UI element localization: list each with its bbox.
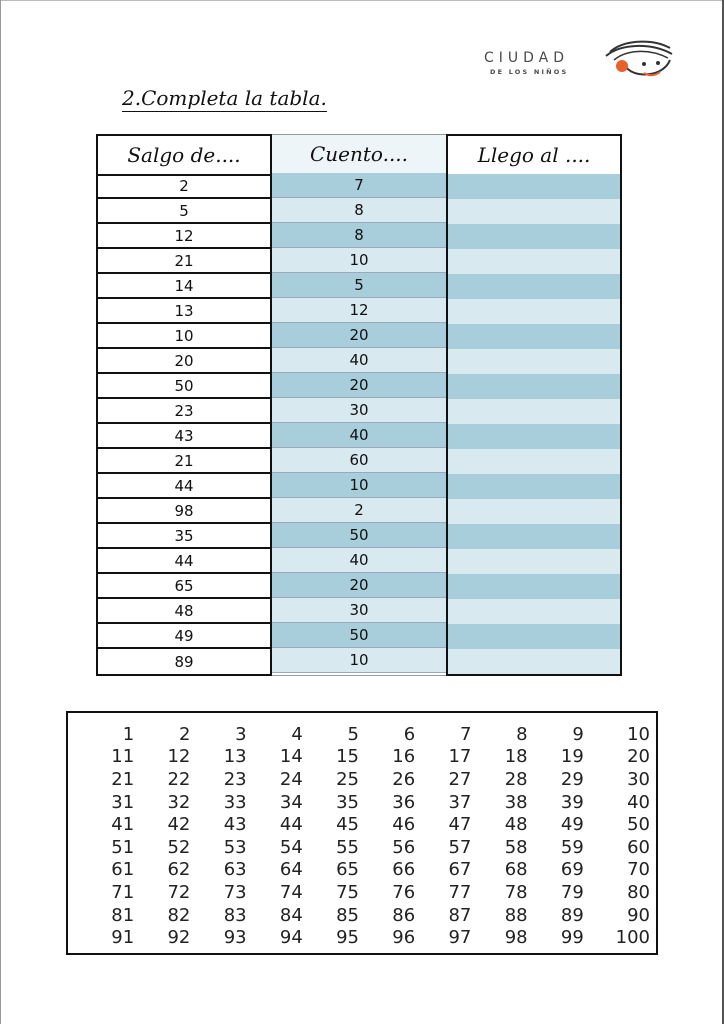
chart-number: 48 xyxy=(504,814,528,836)
cuento-cell: 7 xyxy=(272,173,446,198)
column-cuento xyxy=(272,134,446,676)
logo-subtitle: DE LOS NIÑOS xyxy=(490,68,569,76)
llego-al-answer-cell[interactable] xyxy=(448,649,620,674)
chart-number: 67 xyxy=(448,859,472,881)
llego-al-answer-cell[interactable] xyxy=(448,374,620,399)
cuento-cell: 60 xyxy=(272,448,446,473)
chart-number: 87 xyxy=(448,904,472,926)
chart-number: 26 xyxy=(392,768,416,790)
chart-number: 35 xyxy=(336,791,359,813)
chart-number: 53 xyxy=(223,836,247,858)
chart-number: 90 xyxy=(627,904,650,926)
llego-al-answer-cell[interactable] xyxy=(448,324,620,349)
salgo-de-cell: 35 xyxy=(98,524,270,549)
salgo-de-cell: 23 xyxy=(98,399,270,424)
chart-number: 36 xyxy=(392,791,416,813)
chart-number: 98 xyxy=(504,927,528,949)
chart-number: 82 xyxy=(167,904,191,926)
exercise-table xyxy=(96,134,622,676)
chart-number: 43 xyxy=(223,814,247,836)
chart-number: 58 xyxy=(504,836,528,858)
chart-number: 11 xyxy=(111,746,135,768)
chart-number: 38 xyxy=(504,791,528,813)
salgo-de-cell: 65 xyxy=(98,574,270,599)
chart-number: 8 xyxy=(516,723,528,745)
salgo-de-cell: 44 xyxy=(98,549,270,574)
salgo-de-cell: 2 xyxy=(98,174,270,199)
header-llego-al: Llego al .... xyxy=(448,136,620,176)
header-cuento: Cuento.... xyxy=(272,135,446,174)
chart-number: 52 xyxy=(167,836,191,858)
chart-number: 75 xyxy=(336,881,359,903)
chart-number: 29 xyxy=(560,768,584,790)
header-salgo-de: Salgo de.... xyxy=(98,136,270,176)
chart-number: 1 xyxy=(122,723,135,745)
cuento-cell: 40 xyxy=(272,348,446,373)
llego-al-answer-cell[interactable] xyxy=(448,249,620,274)
llego-al-answer-cell[interactable] xyxy=(448,574,620,599)
chart-number: 6 xyxy=(403,723,416,745)
chart-number: 89 xyxy=(560,904,584,926)
ciudad-de-los-ninos-logo xyxy=(484,38,676,84)
salgo-de-cell: 44 xyxy=(98,474,270,499)
chart-number: 69 xyxy=(560,859,584,881)
chart-number: 50 xyxy=(627,814,650,836)
chart-number: 61 xyxy=(111,859,135,881)
chart-number: 70 xyxy=(627,859,650,881)
chart-number: 54 xyxy=(279,836,303,858)
chart-number: 10 xyxy=(627,723,650,745)
chart-number: 95 xyxy=(336,927,359,949)
cuento-cell: 30 xyxy=(272,598,446,623)
chart-number: 14 xyxy=(279,746,303,768)
cuento-cell: 40 xyxy=(272,548,446,573)
cuento-cell: 5 xyxy=(272,273,446,298)
child-face-icon xyxy=(604,38,676,84)
cuento-cell: 12 xyxy=(272,298,446,323)
llego-al-answer-cell[interactable] xyxy=(448,274,620,299)
chart-number: 32 xyxy=(167,791,191,813)
chart-number: 78 xyxy=(504,881,528,903)
chart-number: 21 xyxy=(111,768,135,790)
chart-number: 40 xyxy=(627,791,650,813)
chart-number: 4 xyxy=(291,723,303,745)
salgo-de-cell: 21 xyxy=(98,449,270,474)
chart-number: 42 xyxy=(167,814,191,836)
chart-number: 41 xyxy=(111,814,135,836)
chart-number: 19 xyxy=(560,746,584,768)
chart-number: 23 xyxy=(223,768,247,790)
chart-number: 17 xyxy=(448,746,472,768)
chart-number: 49 xyxy=(560,814,584,836)
llego-al-answer-cell[interactable] xyxy=(448,399,620,424)
llego-al-answer-cell[interactable] xyxy=(448,524,620,549)
cuento-cell: 50 xyxy=(272,623,446,648)
chart-number: 80 xyxy=(627,881,650,903)
chart-number: 99 xyxy=(560,927,584,949)
chart-number: 64 xyxy=(279,859,303,881)
chart-number: 22 xyxy=(167,768,191,790)
exercise-heading: 2.Completa la tabla. xyxy=(122,86,327,110)
chart-number: 85 xyxy=(336,904,359,926)
cuento-cell: 20 xyxy=(272,323,446,348)
chart-number: 66 xyxy=(392,859,416,881)
salgo-de-cell: 50 xyxy=(98,374,270,399)
chart-number: 55 xyxy=(336,836,359,858)
chart-number: 91 xyxy=(111,927,135,949)
salgo-de-cell: 5 xyxy=(98,199,270,224)
cuento-cell: 10 xyxy=(272,248,446,273)
chart-number: 68 xyxy=(504,859,528,881)
chart-number: 20 xyxy=(627,746,650,768)
cuento-cell: 50 xyxy=(272,523,446,548)
chart-number: 65 xyxy=(336,859,359,881)
hundred-chart xyxy=(66,711,658,955)
chart-number: 46 xyxy=(392,814,416,836)
column-salgo-de xyxy=(96,134,272,676)
cuento-cell: 10 xyxy=(272,473,446,498)
chart-number: 79 xyxy=(560,881,584,903)
page-edge-top xyxy=(0,0,724,1)
chart-number: 31 xyxy=(111,791,135,813)
chart-number: 71 xyxy=(111,881,135,903)
salgo-de-cell: 20 xyxy=(98,349,270,374)
chart-number: 37 xyxy=(448,791,472,813)
chart-number: 30 xyxy=(627,768,650,790)
llego-al-cells xyxy=(448,174,620,674)
logo-word: CIUDAD xyxy=(484,50,570,66)
chart-number: 7 xyxy=(459,723,472,745)
salgo-de-cell: 13 xyxy=(98,299,270,324)
chart-number: 18 xyxy=(504,746,528,768)
chart-number: 3 xyxy=(235,723,247,745)
chart-number: 92 xyxy=(167,927,191,949)
chart-number: 96 xyxy=(392,927,416,949)
chart-number: 97 xyxy=(448,927,472,949)
chart-number: 28 xyxy=(504,768,528,790)
cuento-cell: 30 xyxy=(272,398,446,423)
salgo-de-cells xyxy=(98,174,270,674)
page-edge-left xyxy=(0,0,1,1024)
chart-number: 2 xyxy=(178,723,191,745)
chart-number: 60 xyxy=(627,836,650,858)
llego-al-answer-cell[interactable] xyxy=(448,174,620,199)
cuento-cell: 20 xyxy=(272,373,446,398)
cuento-cell: 8 xyxy=(272,198,446,223)
salgo-de-cell: 49 xyxy=(98,624,270,649)
llego-al-answer-cell[interactable] xyxy=(448,549,620,574)
llego-al-answer-cell[interactable] xyxy=(448,599,620,624)
chart-number: 13 xyxy=(223,746,247,768)
llego-al-answer-cell[interactable] xyxy=(448,449,620,474)
chart-number: 72 xyxy=(167,881,191,903)
llego-al-answer-cell[interactable] xyxy=(448,424,620,449)
llego-al-answer-cell[interactable] xyxy=(448,474,620,499)
cuento-cell: 10 xyxy=(272,648,446,673)
llego-al-answer-cell[interactable] xyxy=(448,224,620,249)
chart-number: 45 xyxy=(336,814,359,836)
llego-al-answer-cell[interactable] xyxy=(448,299,620,324)
chart-number: 44 xyxy=(279,814,303,836)
cuento-cells xyxy=(272,173,446,673)
salgo-de-cell: 21 xyxy=(98,249,270,274)
chart-number: 16 xyxy=(392,746,416,768)
llego-al-answer-cell[interactable] xyxy=(448,624,620,649)
chart-number: 5 xyxy=(347,723,359,745)
chart-number: 51 xyxy=(111,836,135,858)
salgo-de-cell: 14 xyxy=(98,274,270,299)
chart-number: 59 xyxy=(560,836,584,858)
salgo-de-cell: 98 xyxy=(98,499,270,524)
chart-number: 9 xyxy=(572,723,584,745)
hundred-chart-grid xyxy=(88,723,650,949)
chart-number: 100 xyxy=(615,927,650,949)
chart-number: 39 xyxy=(560,791,584,813)
salgo-de-cell: 10 xyxy=(98,324,270,349)
cuento-cell: 40 xyxy=(272,423,446,448)
cuento-cell: 2 xyxy=(272,498,446,523)
chart-number: 34 xyxy=(279,791,303,813)
chart-number: 25 xyxy=(336,768,359,790)
chart-number: 62 xyxy=(167,859,191,881)
chart-number: 76 xyxy=(392,881,416,903)
chart-number: 84 xyxy=(279,904,303,926)
llego-al-answer-cell[interactable] xyxy=(448,199,620,224)
llego-al-answer-cell[interactable] xyxy=(448,349,620,374)
llego-al-answer-cell[interactable] xyxy=(448,499,620,524)
chart-number: 74 xyxy=(279,881,303,903)
chart-number: 56 xyxy=(392,836,416,858)
chart-number: 77 xyxy=(448,881,472,903)
salgo-de-cell: 89 xyxy=(174,652,194,671)
column-llego-al xyxy=(446,134,622,676)
chart-number: 93 xyxy=(223,927,247,949)
cuento-cell: 20 xyxy=(272,573,446,598)
chart-number: 12 xyxy=(167,746,191,768)
chart-number: 33 xyxy=(223,791,247,813)
chart-number: 15 xyxy=(336,746,359,768)
chart-number: 83 xyxy=(223,904,247,926)
chart-number: 73 xyxy=(223,881,247,903)
chart-number: 47 xyxy=(448,814,472,836)
salgo-de-cell: 48 xyxy=(98,599,270,624)
chart-number: 57 xyxy=(448,836,472,858)
cuento-cell: 8 xyxy=(272,223,446,248)
chart-number: 27 xyxy=(448,768,472,790)
chart-number: 88 xyxy=(504,904,528,926)
chart-number: 63 xyxy=(223,859,247,881)
chart-number: 94 xyxy=(279,927,303,949)
chart-number: 86 xyxy=(392,904,416,926)
chart-number: 81 xyxy=(111,904,135,926)
chart-number: 24 xyxy=(279,768,303,790)
salgo-de-cell: 12 xyxy=(98,224,270,249)
salgo-de-cell: 43 xyxy=(98,424,270,449)
